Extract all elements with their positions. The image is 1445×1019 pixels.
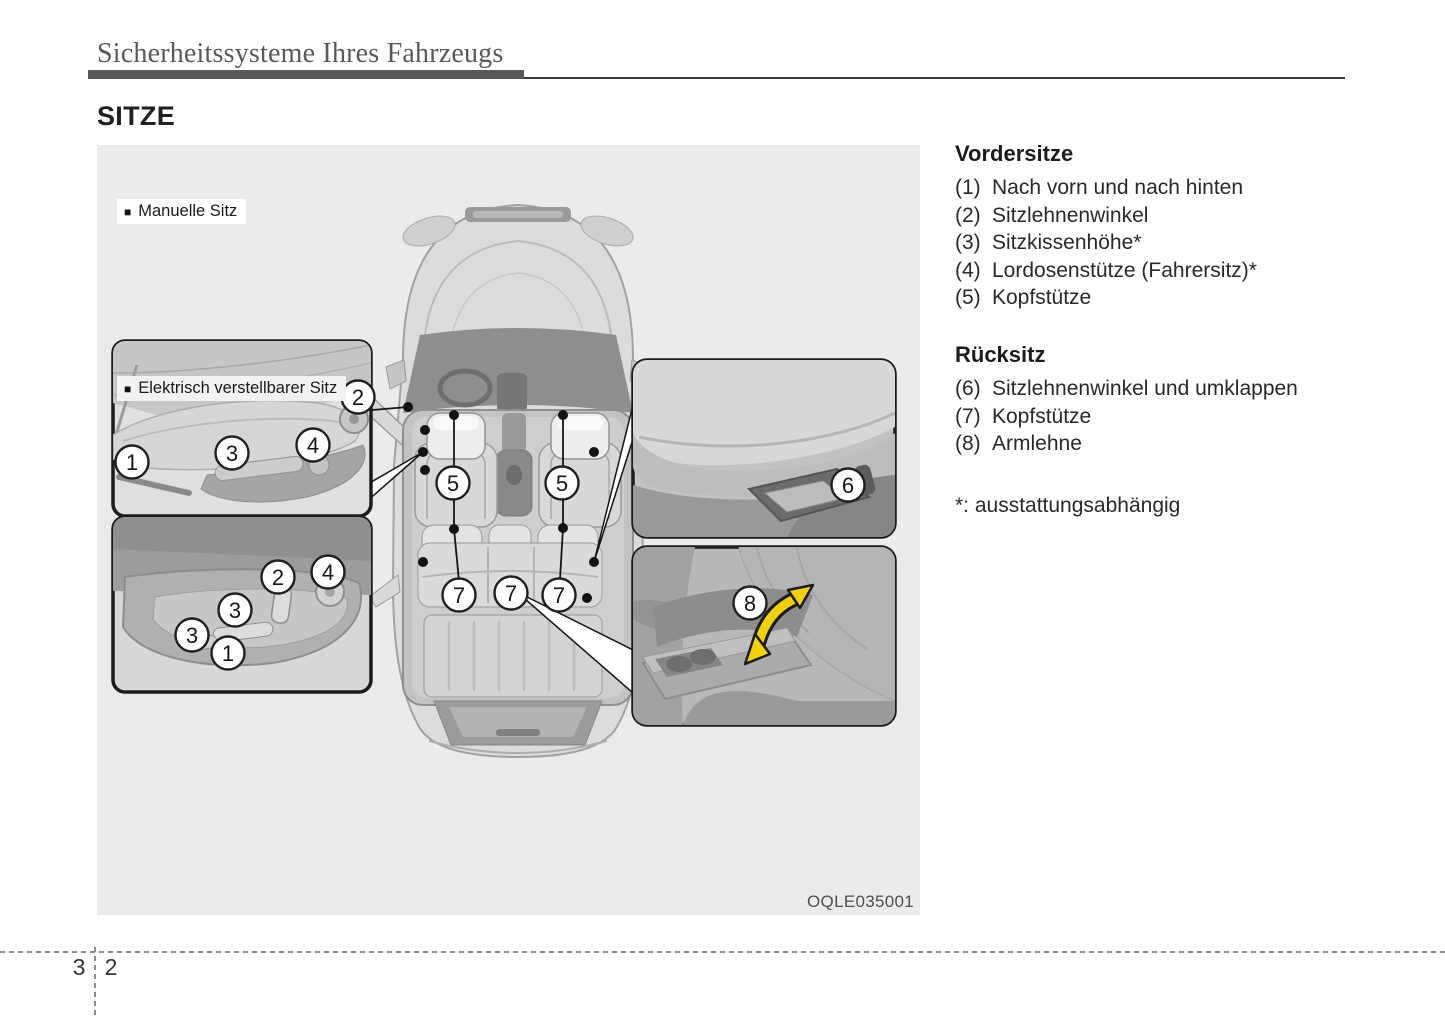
callout-5-right: 5: [555, 471, 569, 496]
seat-diagram-svg: [97, 145, 920, 915]
page-title: SITZE: [97, 101, 176, 131]
legend-item: (3) Sitzkissenhöhe*: [955, 231, 1142, 254]
inset-label-text: Elektrisch verstellbarer Sitz: [138, 379, 338, 397]
callout-1: 1: [125, 450, 139, 475]
tailgate: [434, 701, 602, 745]
legend-item: (8) Armlehne: [955, 432, 1082, 455]
callout-7-middle: 7: [504, 581, 518, 606]
page-number: 2: [104, 954, 118, 980]
inset-rear-recline: [633, 360, 895, 537]
callout-6: 6: [841, 473, 855, 498]
callout-5-left: 5: [446, 471, 460, 496]
inset-label-power: [117, 376, 346, 401]
callout-4: 4: [306, 433, 320, 458]
callout-7-right: 7: [552, 583, 566, 608]
callout-4: 4: [321, 560, 335, 585]
square-bullet-icon: ■: [124, 204, 132, 219]
legend-heading-rear: Rücksitz: [955, 342, 1046, 367]
callout-1: 1: [221, 641, 235, 666]
legend-item: (1) Nach vorn und nach hinten: [955, 176, 1244, 199]
callout-7-left: 7: [452, 583, 466, 608]
inset-power-seat: [113, 517, 371, 692]
callout-3: 3: [225, 441, 239, 466]
legend-item: (4) Lordosenstütze (Fahrersitz)*: [955, 258, 1257, 282]
square-bullet-icon: ■: [124, 381, 132, 396]
chapter-number: 3: [72, 954, 86, 980]
running-header-title: Sicherheitssysteme Ihres Fahrzeugs: [97, 38, 504, 69]
inset-label-manual: [117, 199, 246, 224]
crop-mark-horizontal: [0, 951, 1445, 953]
legend-item: (2) Sitzlehnenwinkel: [955, 203, 1149, 227]
header-rule-line: [524, 77, 1345, 79]
callout-3: 3: [228, 598, 242, 623]
inset-armrest: [623, 547, 895, 725]
header-accent-bar: [88, 70, 524, 79]
callout-2: 2: [271, 565, 285, 590]
callout-2: 2: [351, 385, 365, 410]
cupholder: [666, 656, 692, 672]
legend-item: (6) Sitzlehnenwinkel und umklappen: [955, 377, 1298, 400]
crop-mark-vertical: [94, 947, 96, 1019]
callout-8: 8: [743, 591, 757, 616]
inset-label-text: Manuelle Sitz: [138, 202, 238, 220]
callout-3b: 3: [185, 623, 199, 648]
cupholder: [690, 649, 716, 665]
equipment-footnote: *: ausstattungsabhängig: [955, 494, 1181, 517]
seat-diagram-figure: [97, 145, 920, 915]
figure-reference-code: OQLE035001: [807, 892, 914, 911]
legend-item: (5) Kopfstütze: [955, 286, 1092, 309]
inset-manual-seat: [113, 341, 375, 516]
legend-column: [955, 142, 1355, 562]
rear-seat-legend: [955, 343, 1298, 458]
front-seats-legend: [955, 142, 1257, 312]
legend-item: (7) Kopfstütze: [955, 404, 1092, 428]
legend-heading-front: Vordersitze: [955, 141, 1074, 166]
